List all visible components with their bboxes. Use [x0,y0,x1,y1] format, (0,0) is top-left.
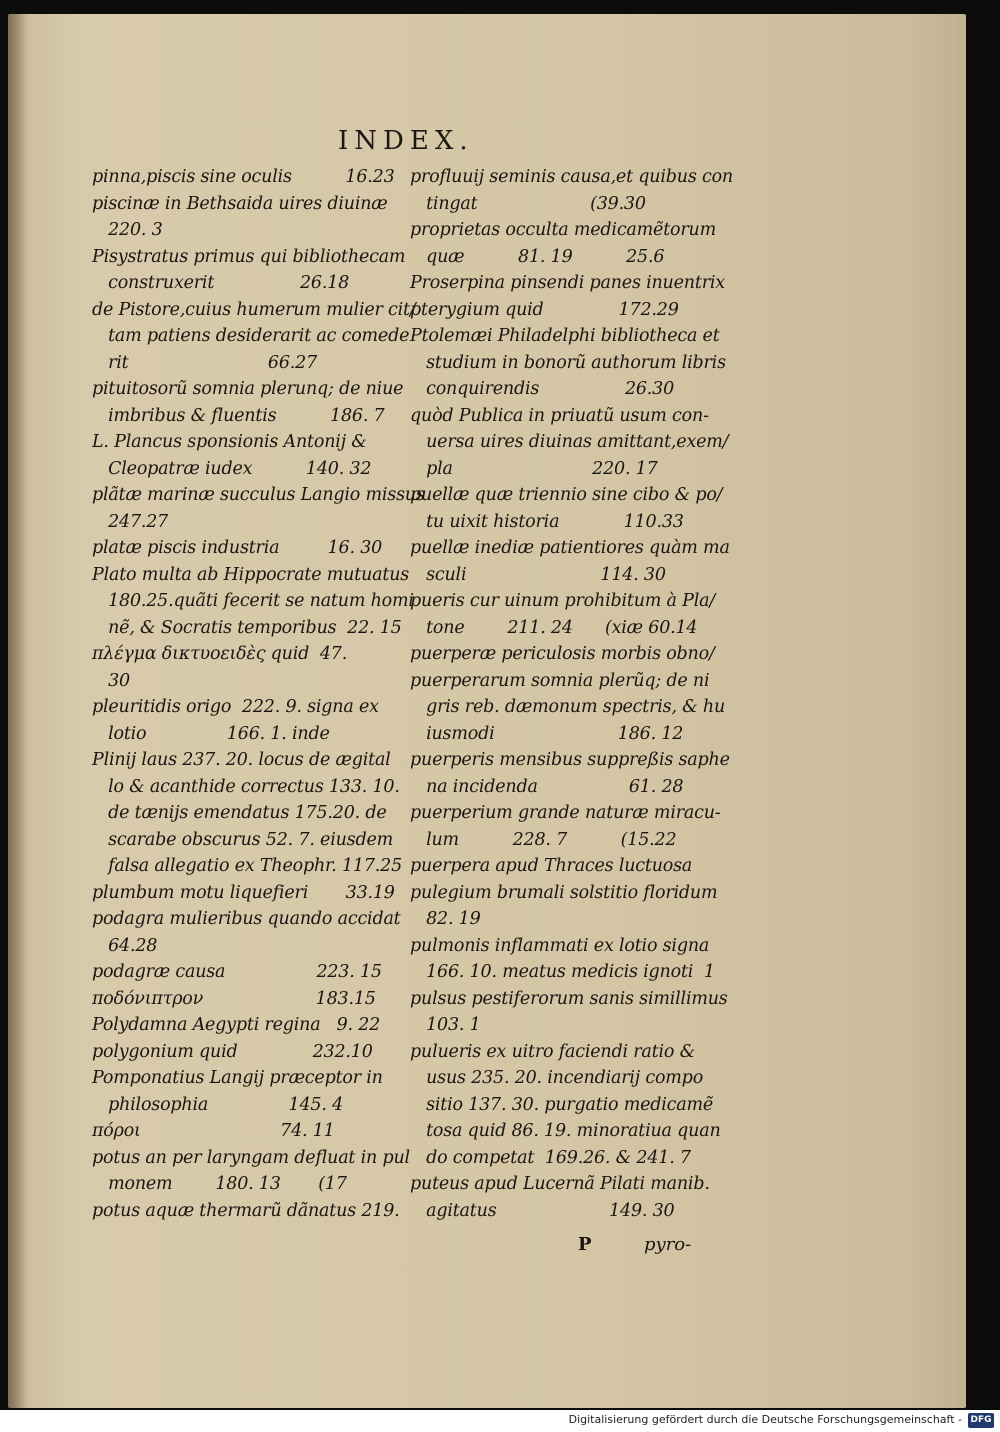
index-line: puerperarum somnia plerũq; de ni [410,670,710,691]
index-line: monem 180. 13 (17 [92,1174,347,1194]
index-line: ποδόνιπτρον 183.15 [92,988,376,1009]
index-line: puerpera apud Thraces luctuosa [410,856,693,876]
index-line: Plinij laus 237. 20. locus de ægital [92,750,391,770]
index-line: construxerit 26.18 [92,273,350,293]
index-line: 82. 19 [410,909,481,929]
right-index-column [410,164,733,1224]
index-line: iusmodi 186. 12 [410,723,684,744]
page-header: INDEX. [338,126,474,156]
index-line: studium in bonorũ authorum libris [410,352,726,373]
index-line: scarabe obscurus 52. 7. eiusdem [92,829,394,850]
index-line: Polydamna Aegypti regina 9. 22 [92,1015,381,1035]
index-line: tu uixit historia 110.33 [410,511,684,532]
index-line: rit 66.27 [92,352,318,373]
index-line: podagræ causa 223. 15 [92,962,382,982]
index-line: lum 228. 7 (15.22 [410,829,677,850]
index-line: puellæ inediæ patientiores quàm ma [410,538,730,558]
index-line: proprietas occulta medicamẽtorum [410,220,717,240]
index-line: 64.28 [92,935,158,956]
index-line: potus an per laryngam defluat in pul [92,1147,410,1168]
index-line: πλέγμα δικτυοειδὲς quid 47. [92,644,348,664]
index-line: conquirendis 26.30 [410,379,675,399]
index-line: pulegium brumali solstitio floridum [410,882,718,903]
left-index-column [92,164,425,1224]
index-line: puerperis mensibus suppreßis saphe [410,750,730,770]
index-line: pulmonis inflammati ex lotio signa [410,935,710,956]
index-line: usus 235. 20. incendiarij compo [410,1068,704,1088]
index-line: quòd Publica in priuatũ usum con- [410,405,709,426]
index-line: puellæ quæ triennio sine cibo & po/ [410,485,723,505]
index-line: pulueris ex uitro faciendi ratio & [410,1041,695,1062]
index-line: sitio 137. 30. purgatio medicamẽ [410,1094,714,1115]
index-line: imbribus & fluentis 186. 7 [92,405,385,426]
catchword: pyro- [644,1234,692,1255]
index-line: Pomponatius Langij præceptor in [92,1068,383,1088]
index-line: platæ piscis industria 16. 30 [92,538,383,558]
index-line: do competat 169.26. & 241. 7 [410,1147,691,1168]
index-line: pulsus pestiferorum sanis simillimus [410,988,728,1009]
index-line: 166. 10. meatus medicis ignoti 1 [410,962,715,982]
signature-mark: P [578,1234,592,1255]
footer-bar [0,1410,1000,1432]
index-line: Plato multa ab Hippocrate mutuatus [92,564,410,585]
index-line: tosa quid 86. 19. minoratiua quan [410,1121,721,1141]
index-line: 103. 1 [410,1015,481,1035]
index-line: uersa uires diuinas amittant,exem/ [410,432,729,452]
index-line: puteus apud Lucernã Pilati manib. [410,1174,710,1194]
index-line: tam patiens desiderarit ac comede [92,326,410,346]
index-line: lotio 166. 1. inde [92,723,330,744]
index-line: pueris cur uinum prohibitum à Pla/ [410,591,716,611]
index-line: nẽ, & Socratis temporibus 22. 15 [92,617,402,638]
index-line: 247.27 [92,511,169,532]
footer-credit-text: Digitalisierung gefördert durch die Deutsche Forschungsgemeinschaft - [568,1413,962,1426]
index-line: sculi 114. 30 [410,564,666,585]
book-page [8,14,966,1408]
index-line: pla 220. 17 [410,458,658,479]
index-line: tone 211. 24 (xiæ 60.14 [410,617,698,638]
index-line: podagra mulieribus quando accidat [92,909,401,929]
index-line: de tænijs emendatus 175.20. de [92,803,387,823]
index-line: tingat (39.30 [410,193,646,214]
index-line: 220. 3 [92,220,163,240]
index-line: lo & acanthide correctus 133. 10. [92,776,400,797]
index-line: puerperæ periculosis morbis obno/ [410,644,715,664]
index-line: pinna,piscis sine oculis 16.23 [92,167,395,187]
index-line: plumbum motu liquefieri 33.19 [92,882,395,903]
index-line: L. Plancus sponsionis Antonij & [92,432,367,452]
index-line: na incidenda 61. 28 [410,776,684,797]
index-line: Cleopatræ iudex 140. 32 [92,458,372,479]
index-line: agitatus 149. 30 [410,1200,675,1221]
index-line: philosophia 145. 4 [92,1094,344,1115]
index-line: profluuij seminis causa,et quibus con [410,167,733,187]
dfg-logo: DFG [968,1413,994,1428]
index-line: 30 [92,670,130,691]
index-line: pterygium quid 172.29 [410,299,679,320]
index-line: potus aquæ thermarũ dãnatus 219. [92,1200,400,1221]
index-line: Pisystratus primus qui bibliothecam [92,246,406,267]
index-line: πόροι 74. 11 [92,1121,335,1141]
index-line: falsa allegatio ex Theophr. 117.25 [92,856,403,876]
index-line: Proserpina pinsendi panes inuentrix [410,273,725,293]
index-line: puerperium grande naturæ miracu- [410,803,721,823]
index-line: pituitosorũ somnia plerunq; de niue [92,379,404,399]
index-line: gris reb. dæmonum spectris, & hu [410,697,726,717]
index-line: 180.25.quãti fecerit se natum homi [92,591,414,611]
index-line: Ptolemæi Philadelphi bibliotheca et [410,326,720,346]
index-line: quæ 81. 19 25.6 [410,246,665,267]
index-line: polygonium quid 232.10 [92,1041,373,1062]
index-line: plãtæ marinæ succulus Langio missus [92,485,425,505]
index-line: pleuritidis origo 222. 9. signa ex [92,697,379,717]
index-line: de Pistore,cuius humerum mulier cit/ [92,299,416,320]
index-line: piscinæ in Bethsaida uires diuinæ [92,193,388,214]
